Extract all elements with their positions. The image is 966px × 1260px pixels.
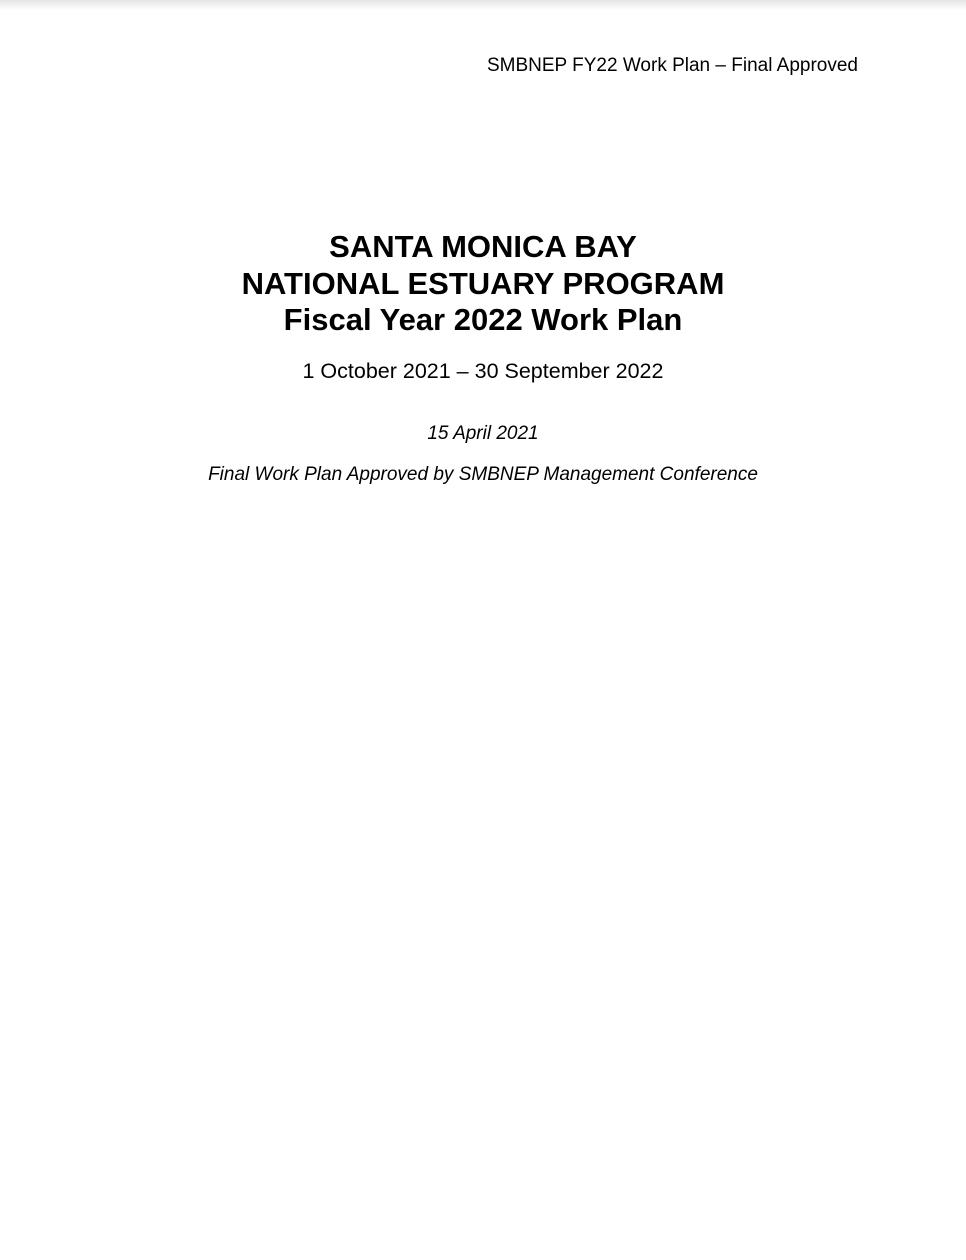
fiscal-period: 1 October 2021 – 30 September 2022 (302, 359, 664, 383)
running-header: SMBNEP FY22 Work Plan – Final Approved (486, 55, 858, 76)
document-date: 15 April 2021 (427, 423, 539, 444)
title-line-organization: SANTA MONICA BAY (329, 229, 637, 264)
viewer-top-shadow (0, 0, 966, 10)
title-line-program: NATIONAL ESTUARY PROGRAM (241, 265, 725, 301)
approval-note: Final Work Plan Approved by SMBNEP Management Conference (208, 464, 758, 485)
title-line-work-plan: Fiscal Year 2022 Work Plan (283, 302, 683, 337)
document-title (0, 229, 966, 339)
